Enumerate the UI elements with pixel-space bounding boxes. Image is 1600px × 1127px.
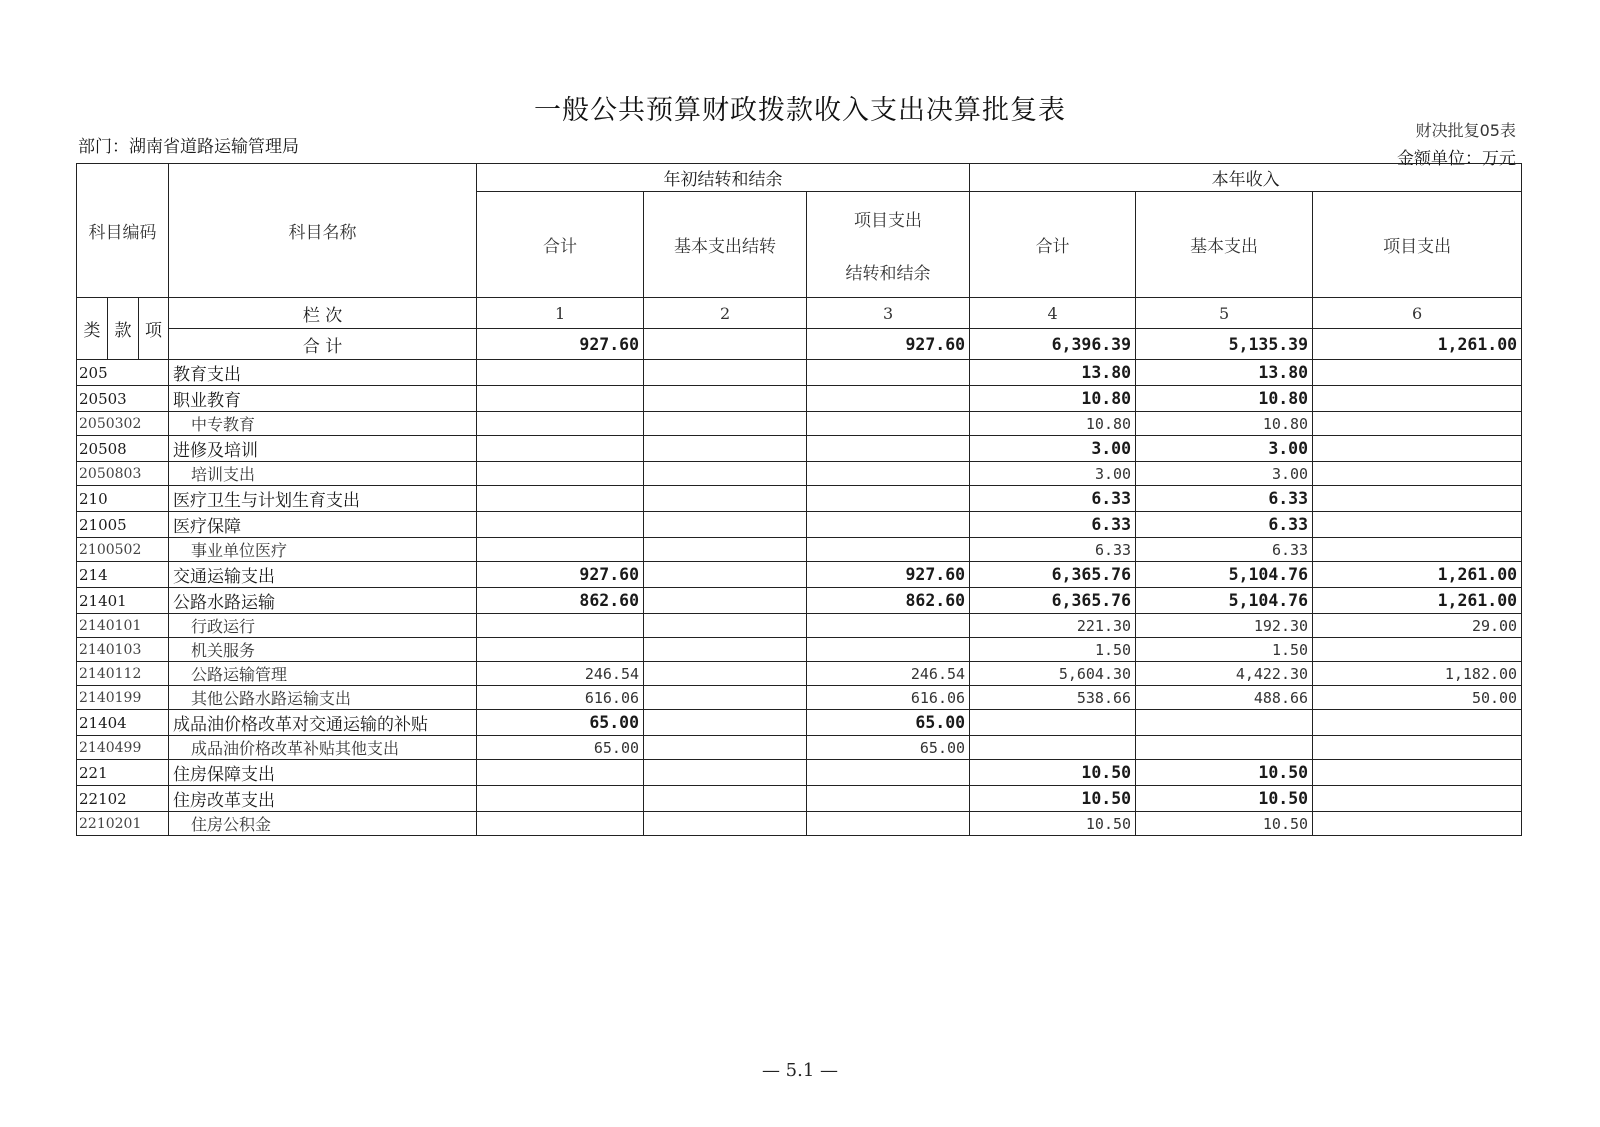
table-row — [77, 360, 1522, 386]
amount-cell-c2 — [644, 638, 807, 662]
amount-cell-c1 — [477, 386, 644, 412]
subject-code-header: 科目编码 — [77, 164, 169, 298]
subject-name: 其他公路水路运输支出 — [169, 686, 477, 710]
amount-cell-c2 — [644, 386, 807, 412]
amount-cell-c1: 65.00 — [477, 736, 644, 760]
subject-code: 2050803 — [77, 462, 169, 486]
amount-cell-c2 — [644, 786, 807, 812]
table-row — [77, 710, 1522, 736]
subject-name: 职业教育 — [169, 386, 477, 412]
subject-name: 医疗保障 — [169, 512, 477, 538]
col1-header: 合计 — [477, 192, 644, 298]
subject-name: 中专教育 — [169, 412, 477, 436]
amount-cell-c5 — [1136, 710, 1313, 736]
amount-cell-c4: 1.50 — [970, 638, 1136, 662]
amount-cell-c4: 5,604.30 — [970, 662, 1136, 686]
subject-name: 行政运行 — [169, 614, 477, 638]
amount-cell-c2 — [644, 360, 807, 386]
subject-code: 205 — [77, 360, 169, 386]
amount-cell-c3: 862.60 — [807, 588, 970, 614]
amount-cell-c6: 50.00 — [1313, 686, 1522, 710]
amount-cell-c5: 1.50 — [1136, 638, 1313, 662]
page-number: — 5.1 — — [761, 1060, 839, 1081]
amount-cell-c6: 29.00 — [1313, 614, 1522, 638]
amount-cell-c3 — [807, 638, 970, 662]
amount-cell-c5: 10.80 — [1136, 412, 1313, 436]
amount-cell-c6 — [1313, 436, 1522, 462]
amount-cell-c5: 6.33 — [1136, 486, 1313, 512]
col6-header: 项目支出 — [1313, 192, 1522, 298]
subject-code: 20508 — [77, 436, 169, 462]
subject-code: 21401 — [77, 588, 169, 614]
table-body — [77, 360, 1522, 836]
amount-cell-c4: 6.33 — [970, 486, 1136, 512]
subject-name: 住房保障支出 — [169, 760, 477, 786]
amount-cell-c6 — [1313, 538, 1522, 562]
table-row — [77, 736, 1522, 760]
subject-code: 21404 — [77, 710, 169, 736]
amount-cell-c6 — [1313, 386, 1522, 412]
amount-cell-c6 — [1313, 812, 1522, 836]
amount-cell-c6 — [1313, 462, 1522, 486]
amount-cell-c1 — [477, 462, 644, 486]
table-row — [77, 760, 1522, 786]
amount-cell-c4: 221.30 — [970, 614, 1136, 638]
amount-cell-c4: 6.33 — [970, 538, 1136, 562]
amount-cell-c3 — [807, 786, 970, 812]
subject-code: 210 — [77, 486, 169, 512]
amount-cell-c5: 10.50 — [1136, 760, 1313, 786]
amount-cell-c3: 616.06 — [807, 686, 970, 710]
level-class-label: 类 — [77, 298, 108, 360]
amount-cell-c1 — [477, 812, 644, 836]
col-number-1: 1 — [477, 298, 644, 329]
amount-cell-c4: 10.80 — [970, 386, 1136, 412]
table-row — [77, 512, 1522, 538]
amount-cell-c5: 488.66 — [1136, 686, 1313, 710]
report-title: 一般公共预算财政拨款收入支出决算批复表 — [534, 95, 1066, 126]
table-row — [77, 562, 1522, 588]
amount-cell-c3 — [807, 412, 970, 436]
col-number-5: 5 — [1136, 298, 1313, 329]
carryover-group-header: 年初结转和结余 — [477, 164, 970, 192]
total-value: 927.60 — [477, 329, 644, 360]
amount-cell-c1 — [477, 486, 644, 512]
subject-code: 2100502 — [77, 538, 169, 562]
amount-cell-c3 — [807, 386, 970, 412]
amount-cell-c6: 1,261.00 — [1313, 588, 1522, 614]
subject-name: 机关服务 — [169, 638, 477, 662]
amount-cell-c6 — [1313, 736, 1522, 760]
subject-name: 交通运输支出 — [169, 562, 477, 588]
level-item-label: 项 — [139, 298, 169, 360]
col3-header-line1: 项目支出 — [854, 210, 923, 231]
subject-code: 214 — [77, 562, 169, 588]
amount-cell-c2 — [644, 512, 807, 538]
col5-header: 基本支出 — [1136, 192, 1313, 298]
table-row — [77, 386, 1522, 412]
amount-cell-c6 — [1313, 786, 1522, 812]
amount-cell-c3 — [807, 614, 970, 638]
amount-cell-c6 — [1313, 512, 1522, 538]
table-row — [77, 614, 1522, 638]
subject-code: 2140101 — [77, 614, 169, 638]
col2-header: 基本支出结转 — [644, 192, 807, 298]
col-number-2: 2 — [644, 298, 807, 329]
col4-header: 合计 — [970, 192, 1136, 298]
subject-code: 2140103 — [77, 638, 169, 662]
amount-cell-c5: 6.33 — [1136, 512, 1313, 538]
amount-cell-c1 — [477, 786, 644, 812]
table-row — [77, 638, 1522, 662]
amount-cell-c2 — [644, 812, 807, 836]
amount-cell-c1: 616.06 — [477, 686, 644, 710]
amount-cell-c2 — [644, 412, 807, 436]
amount-cell-c4: 10.50 — [970, 760, 1136, 786]
total-value: 1,261.00 — [1313, 329, 1522, 360]
amount-cell-c2 — [644, 686, 807, 710]
col3-header-line2: 结转和结余 — [845, 263, 931, 284]
table-row — [77, 662, 1522, 686]
subject-code: 2140499 — [77, 736, 169, 760]
amount-cell-c3: 246.54 — [807, 662, 970, 686]
amount-cell-c2 — [644, 486, 807, 512]
amount-cell-c5: 10.50 — [1136, 812, 1313, 836]
amount-cell-c4: 3.00 — [970, 436, 1136, 462]
amount-cell-c5: 192.30 — [1136, 614, 1313, 638]
amount-cell-c4 — [970, 736, 1136, 760]
total-value: 6,396.39 — [970, 329, 1136, 360]
total-label: 合 计 — [169, 329, 477, 360]
amount-cell-c4: 10.50 — [970, 786, 1136, 812]
amount-cell-c1 — [477, 760, 644, 786]
table-row — [77, 486, 1522, 512]
amount-cell-c5: 10.80 — [1136, 386, 1313, 412]
amount-cell-c5: 3.00 — [1136, 462, 1313, 486]
amount-cell-c5: 13.80 — [1136, 360, 1313, 386]
department-label: 部门：湖南省道路运输管理局 — [78, 137, 299, 157]
amount-cell-c3 — [807, 760, 970, 786]
col-number-6: 6 — [1313, 298, 1522, 329]
subject-name: 教育支出 — [169, 360, 477, 386]
amount-cell-c2 — [644, 538, 807, 562]
amount-cell-c2 — [644, 710, 807, 736]
subject-name: 进修及培训 — [169, 436, 477, 462]
amount-cell-c4: 6,365.76 — [970, 588, 1136, 614]
subject-name: 培训支出 — [169, 462, 477, 486]
amount-cell-c3: 65.00 — [807, 710, 970, 736]
subject-name-header: 科目名称 — [169, 164, 477, 298]
amount-cell-c2 — [644, 462, 807, 486]
table-row — [77, 812, 1522, 836]
amount-cell-c2 — [644, 588, 807, 614]
table-row — [77, 588, 1522, 614]
amount-cell-c3 — [807, 486, 970, 512]
amount-cell-c3: 927.60 — [807, 562, 970, 588]
amount-cell-c5 — [1136, 736, 1313, 760]
amount-unit: 金额单位：万元 — [1397, 149, 1516, 169]
subject-code: 22102 — [77, 786, 169, 812]
amount-cell-c4: 538.66 — [970, 686, 1136, 710]
amount-cell-c6: 1,261.00 — [1313, 562, 1522, 588]
amount-cell-c6 — [1313, 486, 1522, 512]
amount-cell-c3 — [807, 812, 970, 836]
subject-code: 2140199 — [77, 686, 169, 710]
amount-cell-c4: 6.33 — [970, 512, 1136, 538]
amount-cell-c2 — [644, 662, 807, 686]
total-value — [644, 329, 807, 360]
table-row — [77, 462, 1522, 486]
amount-cell-c1: 246.54 — [477, 662, 644, 686]
amount-cell-c1 — [477, 538, 644, 562]
amount-cell-c3 — [807, 436, 970, 462]
amount-cell-c3 — [807, 512, 970, 538]
subject-code: 21005 — [77, 512, 169, 538]
amount-cell-c5: 4,422.30 — [1136, 662, 1313, 686]
amount-cell-c2 — [644, 562, 807, 588]
amount-cell-c6 — [1313, 360, 1522, 386]
amount-cell-c1 — [477, 360, 644, 386]
subject-name: 公路水路运输 — [169, 588, 477, 614]
amount-cell-c4: 10.50 — [970, 812, 1136, 836]
level-section-label: 款 — [108, 298, 139, 360]
column-index-label: 栏 次 — [169, 298, 477, 329]
amount-cell-c6 — [1313, 638, 1522, 662]
subject-code: 2050302 — [77, 412, 169, 436]
amount-cell-c6: 1,182.00 — [1313, 662, 1522, 686]
total-value: 927.60 — [807, 329, 970, 360]
form-number: 财决批复05表 — [1415, 121, 1516, 140]
subject-code: 221 — [77, 760, 169, 786]
amount-cell-c1: 927.60 — [477, 562, 644, 588]
amount-cell-c2 — [644, 436, 807, 462]
amount-cell-c6 — [1313, 760, 1522, 786]
amount-cell-c2 — [644, 614, 807, 638]
amount-cell-c6 — [1313, 412, 1522, 436]
amount-cell-c1 — [477, 638, 644, 662]
current-income-group-header: 本年收入 — [970, 164, 1522, 192]
amount-cell-c3 — [807, 360, 970, 386]
table-row — [77, 412, 1522, 436]
amount-cell-c1: 862.60 — [477, 588, 644, 614]
amount-cell-c6 — [1313, 710, 1522, 736]
subject-code: 2210201 — [77, 812, 169, 836]
amount-cell-c2 — [644, 736, 807, 760]
amount-cell-c5: 5,104.76 — [1136, 562, 1313, 588]
col-number-3: 3 — [807, 298, 970, 329]
subject-name: 住房改革支出 — [169, 786, 477, 812]
table-row — [77, 686, 1522, 710]
budget-table — [76, 163, 1522, 836]
amount-cell-c5: 3.00 — [1136, 436, 1313, 462]
amount-cell-c2 — [644, 760, 807, 786]
subject-name: 成品油价格改革对交通运输的补贴 — [169, 710, 477, 736]
subject-name: 公路运输管理 — [169, 662, 477, 686]
subject-name: 事业单位医疗 — [169, 538, 477, 562]
subject-name: 成品油价格改革补贴其他支出 — [169, 736, 477, 760]
amount-cell-c4: 3.00 — [970, 462, 1136, 486]
amount-cell-c1 — [477, 512, 644, 538]
amount-cell-c3 — [807, 538, 970, 562]
amount-cell-c1 — [477, 614, 644, 638]
amount-cell-c4: 10.80 — [970, 412, 1136, 436]
amount-cell-c4: 6,365.76 — [970, 562, 1136, 588]
amount-cell-c4: 13.80 — [970, 360, 1136, 386]
amount-cell-c1 — [477, 412, 644, 436]
amount-cell-c1 — [477, 436, 644, 462]
amount-cell-c5: 5,104.76 — [1136, 588, 1313, 614]
subject-name: 住房公积金 — [169, 812, 477, 836]
table-row — [77, 786, 1522, 812]
subject-name: 医疗卫生与计划生育支出 — [169, 486, 477, 512]
col3-header — [807, 192, 970, 298]
amount-cell-c3 — [807, 462, 970, 486]
subject-code: 20503 — [77, 386, 169, 412]
amount-cell-c1: 65.00 — [477, 710, 644, 736]
amount-cell-c5: 6.33 — [1136, 538, 1313, 562]
amount-cell-c3: 65.00 — [807, 736, 970, 760]
subject-code: 2140112 — [77, 662, 169, 686]
table-row — [77, 436, 1522, 462]
amount-cell-c4 — [970, 710, 1136, 736]
total-value: 5,135.39 — [1136, 329, 1313, 360]
table-row — [77, 538, 1522, 562]
amount-cell-c5: 10.50 — [1136, 786, 1313, 812]
col-number-4: 4 — [970, 298, 1136, 329]
